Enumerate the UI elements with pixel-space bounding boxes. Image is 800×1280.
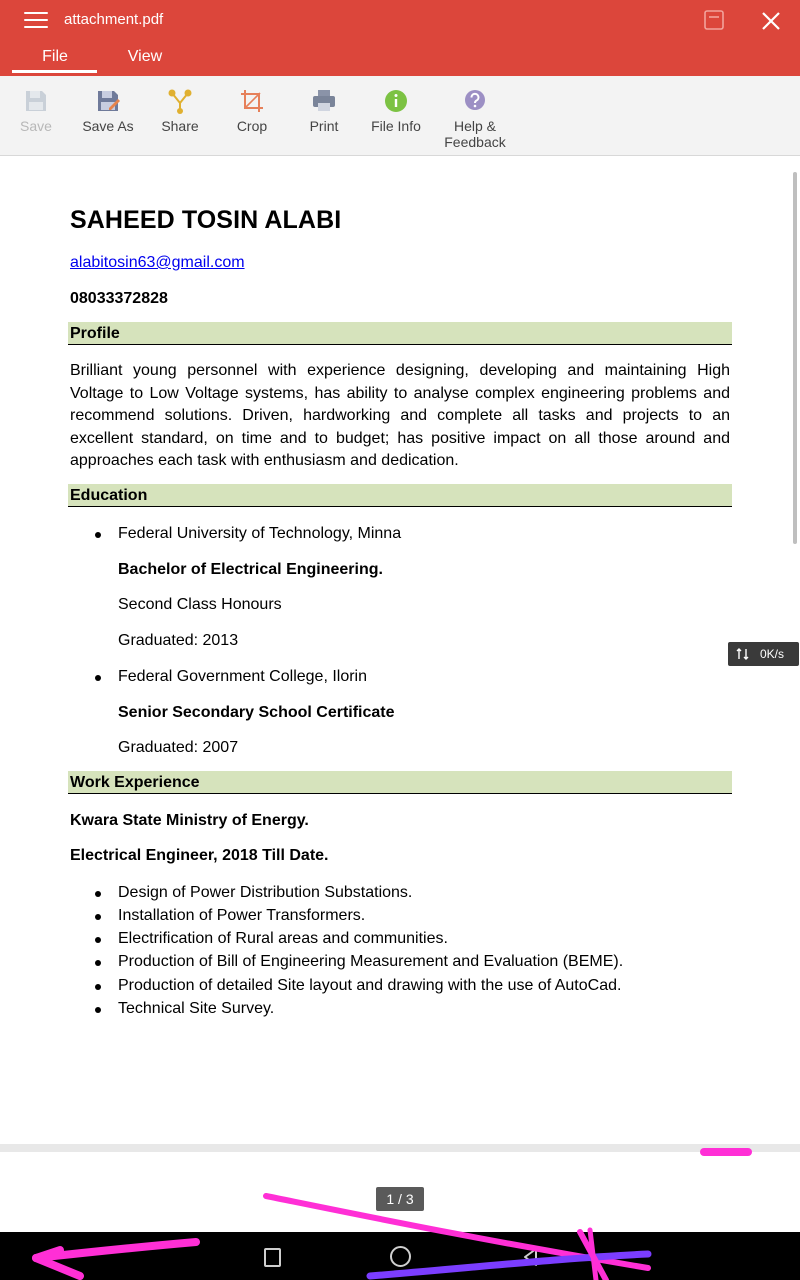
share-label: Share xyxy=(161,118,199,134)
duty-item: Production of Bill of Engineering Measurement and Evaluation (BEME). xyxy=(118,953,624,970)
save-button[interactable] xyxy=(13,88,59,134)
duty-item: Design of Power Distribution Substations. xyxy=(118,884,413,901)
feedback-label: Feedback xyxy=(444,134,506,150)
bullet-icon xyxy=(95,914,101,920)
share-button[interactable] xyxy=(155,88,205,134)
back-icon[interactable] xyxy=(520,1246,542,1268)
info-icon xyxy=(383,88,409,114)
help-label: Help & xyxy=(453,118,497,134)
page-indicator: 1 / 3 xyxy=(376,1187,424,1211)
bullet-icon xyxy=(95,984,101,990)
save-as-button[interactable] xyxy=(80,88,136,134)
help-feedback-button[interactable] xyxy=(441,88,509,150)
crop-icon xyxy=(239,88,265,114)
tab-view[interactable]: View xyxy=(127,48,163,65)
phone-number: 08033372828 xyxy=(70,290,168,307)
duty-item: Technical Site Survey. xyxy=(118,1000,275,1017)
duty-item: Installation of Power Transformers. xyxy=(118,907,366,924)
help-icon xyxy=(462,88,488,114)
print-button[interactable] xyxy=(300,88,348,134)
active-tab-indicator xyxy=(12,70,97,73)
bullet-icon xyxy=(95,960,101,966)
data-transfer-icon xyxy=(736,642,750,674)
education-graduated: Graduated: 2007 xyxy=(118,739,239,756)
share-icon xyxy=(167,88,193,114)
section-heading-education: Education xyxy=(68,484,732,507)
page-separator xyxy=(0,1144,800,1152)
profile-paragraph: Brilliant young personnel with experience designing, developing and maintaining High Voltage to Low Voltage systems, has ability to analyse complex engineering problems and recommend solutions. Driven, hardworking and complete all tasks and projects to an excellent standard, on time and to budget; has positive impact on all those around and approaches each task with enthusiasm and dedication. xyxy=(70,362,730,469)
education-qualification: Senior Secondary School Certificate xyxy=(118,704,395,721)
section-heading-work: Work Experience xyxy=(68,771,732,794)
app-header xyxy=(0,0,800,76)
floppy-disk-icon xyxy=(23,88,49,114)
hamburger-menu-icon[interactable] xyxy=(24,11,48,29)
bullet-icon xyxy=(95,1007,101,1013)
duty-item: Electrification of Rural areas and communities. xyxy=(118,930,448,947)
printer-icon xyxy=(311,88,337,114)
vertical-scrollbar[interactable] xyxy=(793,172,797,544)
crop-button[interactable] xyxy=(228,88,276,134)
education-school: Federal Government College, Ilorin xyxy=(118,668,368,685)
print-label: Print xyxy=(309,118,339,134)
crop-label: Crop xyxy=(236,118,268,134)
section-heading-profile: Profile xyxy=(68,322,732,345)
network-speed-text: 0K/s xyxy=(760,647,785,661)
education-grade: Second Class Honours xyxy=(118,596,282,613)
job-role: Electrical Engineer, 2018 Till Date. xyxy=(70,847,329,864)
education-school: Federal University of Technology, Minna xyxy=(118,525,402,542)
network-speed-indicator xyxy=(728,642,799,666)
home-icon[interactable] xyxy=(390,1246,411,1267)
bullet-icon xyxy=(95,532,101,538)
file-info-button[interactable] xyxy=(368,88,424,134)
bullet-icon xyxy=(95,891,101,897)
close-icon[interactable] xyxy=(758,8,784,34)
education-graduated: Graduated: 2013 xyxy=(118,632,239,649)
ribbon-toolbar xyxy=(0,76,800,156)
file-info-label: File Info xyxy=(371,118,421,134)
duty-item: Production of detailed Site layout and drawing with the use of AutoCad. xyxy=(118,977,622,994)
employer-name: Kwara State Ministry of Energy. xyxy=(70,812,309,829)
education-qualification: Bachelor of Electrical Engineering. xyxy=(118,561,383,578)
resume-name: SAHEED TOSIN ALABI xyxy=(70,206,342,234)
recent-apps-icon[interactable] xyxy=(264,1248,281,1267)
bullet-icon xyxy=(95,937,101,943)
save-label: Save xyxy=(20,118,52,134)
email-link[interactable]: alabitosin63@gmail.com xyxy=(70,254,245,271)
bullet-icon xyxy=(95,675,101,681)
save-as-icon xyxy=(95,88,121,114)
tab-file[interactable]: File xyxy=(42,48,68,65)
save-as-label: Save As xyxy=(82,118,134,134)
save-document-icon[interactable] xyxy=(704,10,724,30)
document-title: attachment.pdf xyxy=(64,11,164,28)
